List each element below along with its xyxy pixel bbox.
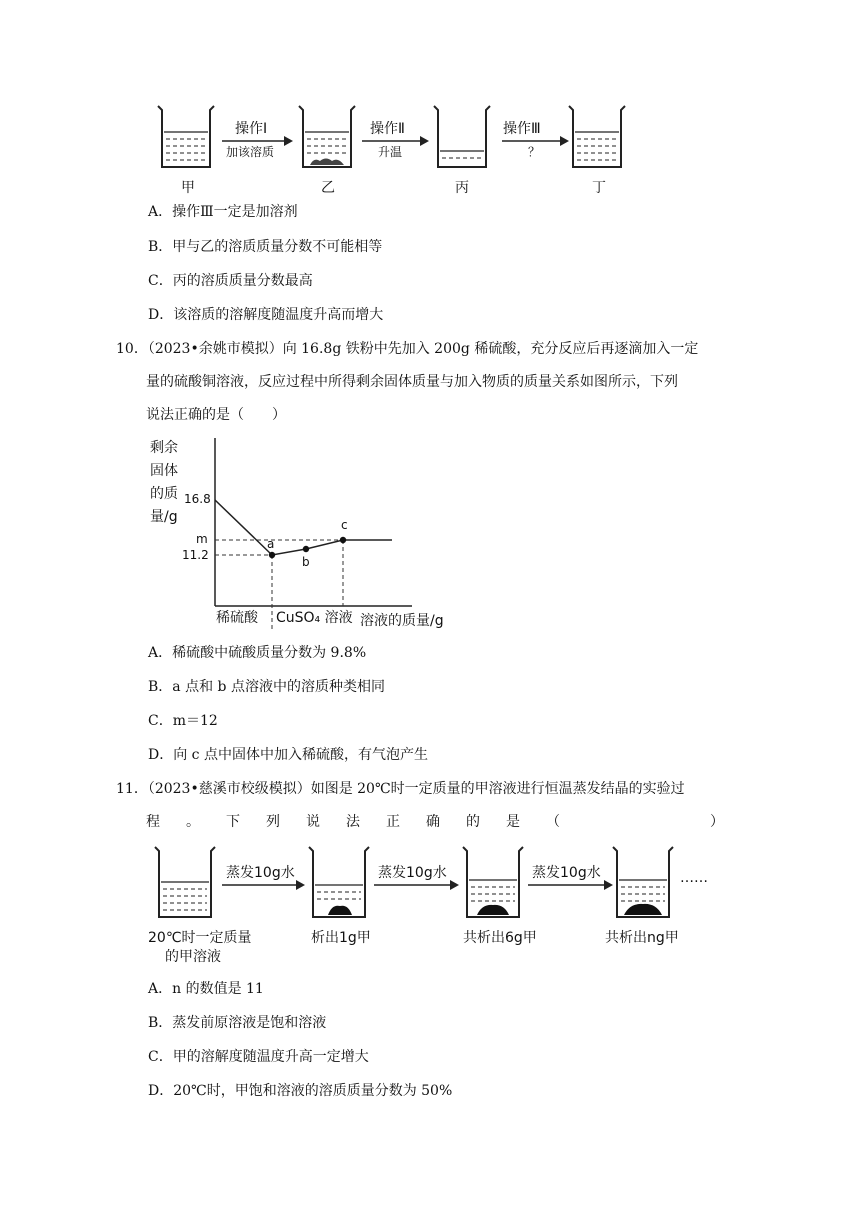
op3-title: 操作Ⅲ: [503, 121, 541, 137]
evap-caption-1-line2: 的甲溶液: [165, 949, 221, 965]
label-point-b: b: [302, 555, 310, 569]
q11-line2-char: ）: [710, 814, 724, 830]
q11-line2-char: 。: [186, 814, 200, 830]
evap-beaker-4: [613, 847, 673, 917]
q11-line2-char: 的: [466, 814, 480, 830]
q11-line2-char: 说: [306, 814, 320, 830]
q11-line2-char: 下: [226, 814, 240, 830]
q11-line2-char: 法: [346, 814, 360, 830]
op2-title: 操作Ⅱ: [370, 121, 405, 137]
q11-line2-char: 列: [266, 814, 280, 830]
evap-arrow-2-label: 蒸发10g水: [378, 865, 447, 881]
evap-caption-4: 共析出ng甲: [605, 930, 679, 946]
y-axis-label-line: 固体: [150, 463, 178, 479]
beaker-label-yi: 乙: [321, 180, 335, 196]
y-tick-m: m: [196, 532, 208, 546]
evap-beaker-3: [463, 847, 523, 917]
evap-caption-1-line1: 20℃时一定质量: [148, 930, 252, 946]
q9-option-b: B．甲与乙的溶质质量分数不可能相等: [148, 239, 383, 255]
y-axis-label-line: 的质: [150, 486, 178, 502]
q9-option-a: A．操作Ⅲ一定是加溶剂: [148, 204, 298, 220]
evap-beaker-1: [155, 847, 215, 917]
y-tick-11-2: 11.2: [182, 548, 209, 562]
q11-option-a: A．n 的数值是 11: [148, 981, 264, 997]
y-tick-16-8: 16.8: [184, 492, 211, 506]
q11-line2-char: （: [546, 814, 560, 830]
x-segment-cuso4: CuSO₄ 溶液: [276, 610, 353, 626]
beaker-label-bing: 丙: [455, 180, 469, 196]
y-axis-label-line: 量/g: [150, 509, 178, 525]
evap-arrow-1-label: 蒸发10g水: [226, 865, 295, 881]
q11-line2-char: 是: [506, 814, 520, 830]
q10-line2: 量的硫酸铜溶液，反应过程中所得剩余固体质量与加入物质的质量关系如图所示，下列: [146, 374, 678, 390]
label-point-a: a: [267, 537, 275, 551]
q10-line3: 说法正确的是（ ）: [146, 407, 286, 423]
q11-option-d: D．20℃时，甲饱和溶液的溶质质量分数为 50%: [148, 1083, 453, 1099]
op2-sub: 升温: [378, 145, 403, 159]
beaker-label-ding: 丁: [592, 180, 606, 196]
x-segment-sulfuric: 稀硫酸: [216, 610, 258, 626]
q10-option-b: B．a 点和 b 点溶液中的溶质种类相同: [148, 679, 385, 695]
q11-line2-char: 确: [426, 814, 440, 830]
op1-title: 操作Ⅰ: [235, 121, 268, 137]
q10-option-a: A．稀硫酸中硫酸质量分数为 9.8%: [148, 645, 367, 661]
q11-line2-char: 程: [146, 814, 160, 830]
evap-caption-2: 析出1g甲: [311, 930, 371, 946]
q10-option-d: D．向 c 点中固体中加入稀硫酸，有气泡产生: [148, 747, 428, 763]
q9-option-c: C．丙的溶质质量分数最高: [148, 273, 313, 289]
evap-arrow-3-label: 蒸发10g水: [532, 865, 601, 881]
q11-line1: 11．（2023•慈溪市校级模拟）如图是 20℃时一定质量的甲溶液进行恒温蒸发结晶的实验过: [116, 781, 685, 797]
q11-option-b: B．蒸发前原溶液是饱和溶液: [148, 1015, 327, 1031]
x-axis-label: 溶液的质量/g: [360, 613, 444, 629]
evap-beaker-2: [309, 847, 369, 917]
y-axis-label-line: 剩余: [150, 440, 178, 456]
evap-ellipsis: ……: [680, 870, 708, 886]
q11-line2-char: 正: [386, 814, 400, 830]
op1-sub: 加该溶质: [226, 145, 275, 159]
q11-option-c: C．甲的溶解度随温度升高一定增大: [148, 1049, 369, 1065]
q10-line1: 10．（2023•余姚市模拟）向 16.8g 铁粉中先加入 200g 稀硫酸，充分反应后再逐滴加入一定: [116, 341, 699, 357]
evap-caption-3: 共析出6g甲: [463, 930, 537, 946]
q9-option-d: D．该溶质的溶解度随温度升高而增大: [148, 307, 384, 323]
label-point-c: c: [341, 518, 348, 532]
q10-option-c: C．m＝12: [148, 713, 218, 729]
op3-sub: ？: [528, 145, 541, 159]
beaker-label-jia: 甲: [181, 180, 195, 196]
